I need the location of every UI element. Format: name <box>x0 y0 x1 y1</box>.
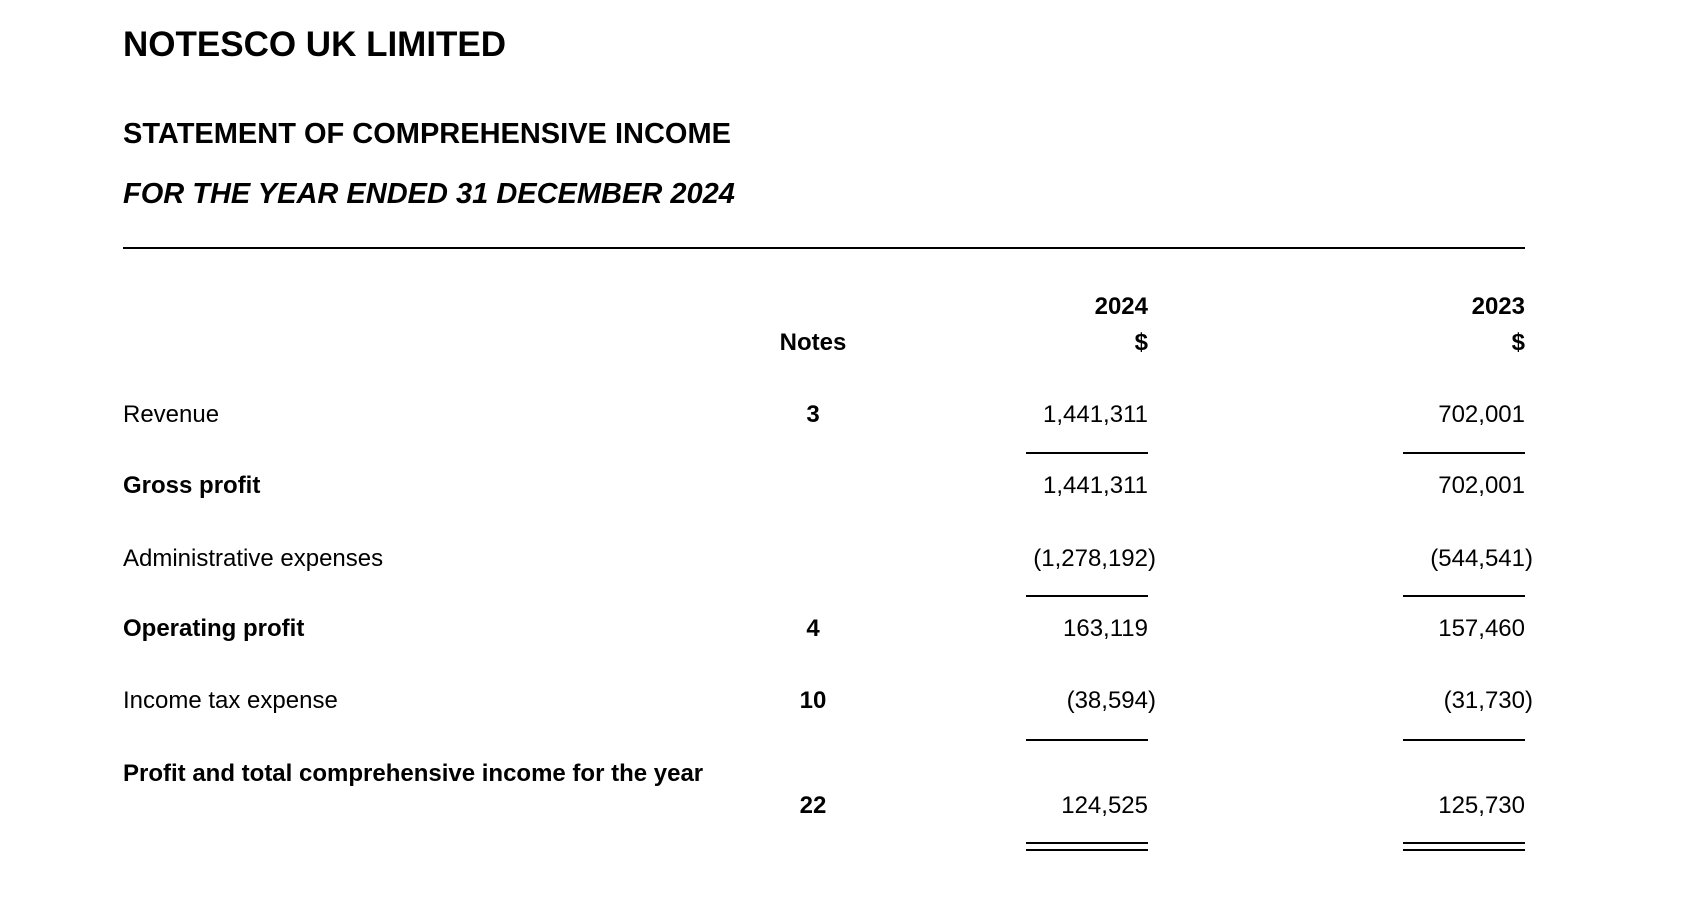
period-subtitle: FOR THE YEAR ENDED 31 DECEMBER 2024 <box>123 178 735 210</box>
row-label: Revenue <box>123 401 220 428</box>
column-header-2024: 2024 <box>1094 293 1148 320</box>
row-value-2024: 1,441,311 <box>1043 472 1148 499</box>
total-double-underline-top-2023 <box>1403 842 1525 844</box>
row-value-2024: (1,278,192) <box>1033 545 1156 572</box>
subtotal-underline-2024 <box>1026 739 1148 741</box>
subtotal-underline-2023 <box>1403 595 1525 597</box>
row-value-2024: 1,441,311 <box>1043 401 1148 428</box>
row-value-2023: 702,001 <box>1438 401 1525 428</box>
row-note: 3 <box>806 401 820 428</box>
row-note: 10 <box>799 687 827 714</box>
subtotal-underline-2023 <box>1403 739 1525 741</box>
row-label: Profit and total comprehensive income for the year <box>123 760 704 787</box>
company-name: NOTESCO UK LIMITED <box>123 25 507 64</box>
currency-header-2023: $ <box>1511 329 1525 356</box>
currency-header-2024: $ <box>1134 329 1148 356</box>
total-double-underline-bottom-2024 <box>1026 849 1148 851</box>
row-value-2023: (544,541) <box>1430 545 1533 572</box>
value-text: (544,541 <box>1430 545 1525 572</box>
value-text: (1,278,192 <box>1033 545 1148 572</box>
statement-title: STATEMENT OF COMPREHENSIVE INCOME <box>123 118 731 150</box>
subtotal-underline-2024 <box>1026 452 1148 454</box>
row-value-2024: 163,119 <box>1063 615 1148 642</box>
row-label: Income tax expense <box>123 687 338 714</box>
row-value-2023: 125,730 <box>1438 792 1525 819</box>
row-note: 22 <box>799 792 827 819</box>
row-label: Gross profit <box>123 472 261 499</box>
row-label: Operating profit <box>123 615 305 642</box>
subtotal-underline-2024 <box>1026 595 1148 597</box>
subtotal-underline-2023 <box>1403 452 1525 454</box>
value-text: (31,730 <box>1443 687 1525 714</box>
total-double-underline-bottom-2023 <box>1403 849 1525 851</box>
header-divider <box>123 247 1525 249</box>
total-double-underline-top-2024 <box>1026 842 1148 844</box>
column-header-2023: 2023 <box>1471 293 1525 320</box>
row-value-2024: (38,594) <box>1066 687 1156 714</box>
column-header-notes: Notes <box>779 329 847 356</box>
row-label: Administrative expenses <box>123 545 384 572</box>
row-value-2023: (31,730) <box>1443 687 1533 714</box>
row-value-2023: 157,460 <box>1438 615 1525 642</box>
row-note: 4 <box>806 615 820 642</box>
row-value-2023: 702,001 <box>1438 472 1525 499</box>
value-text: (38,594 <box>1066 687 1148 714</box>
row-value-2024: 124,525 <box>1061 792 1148 819</box>
